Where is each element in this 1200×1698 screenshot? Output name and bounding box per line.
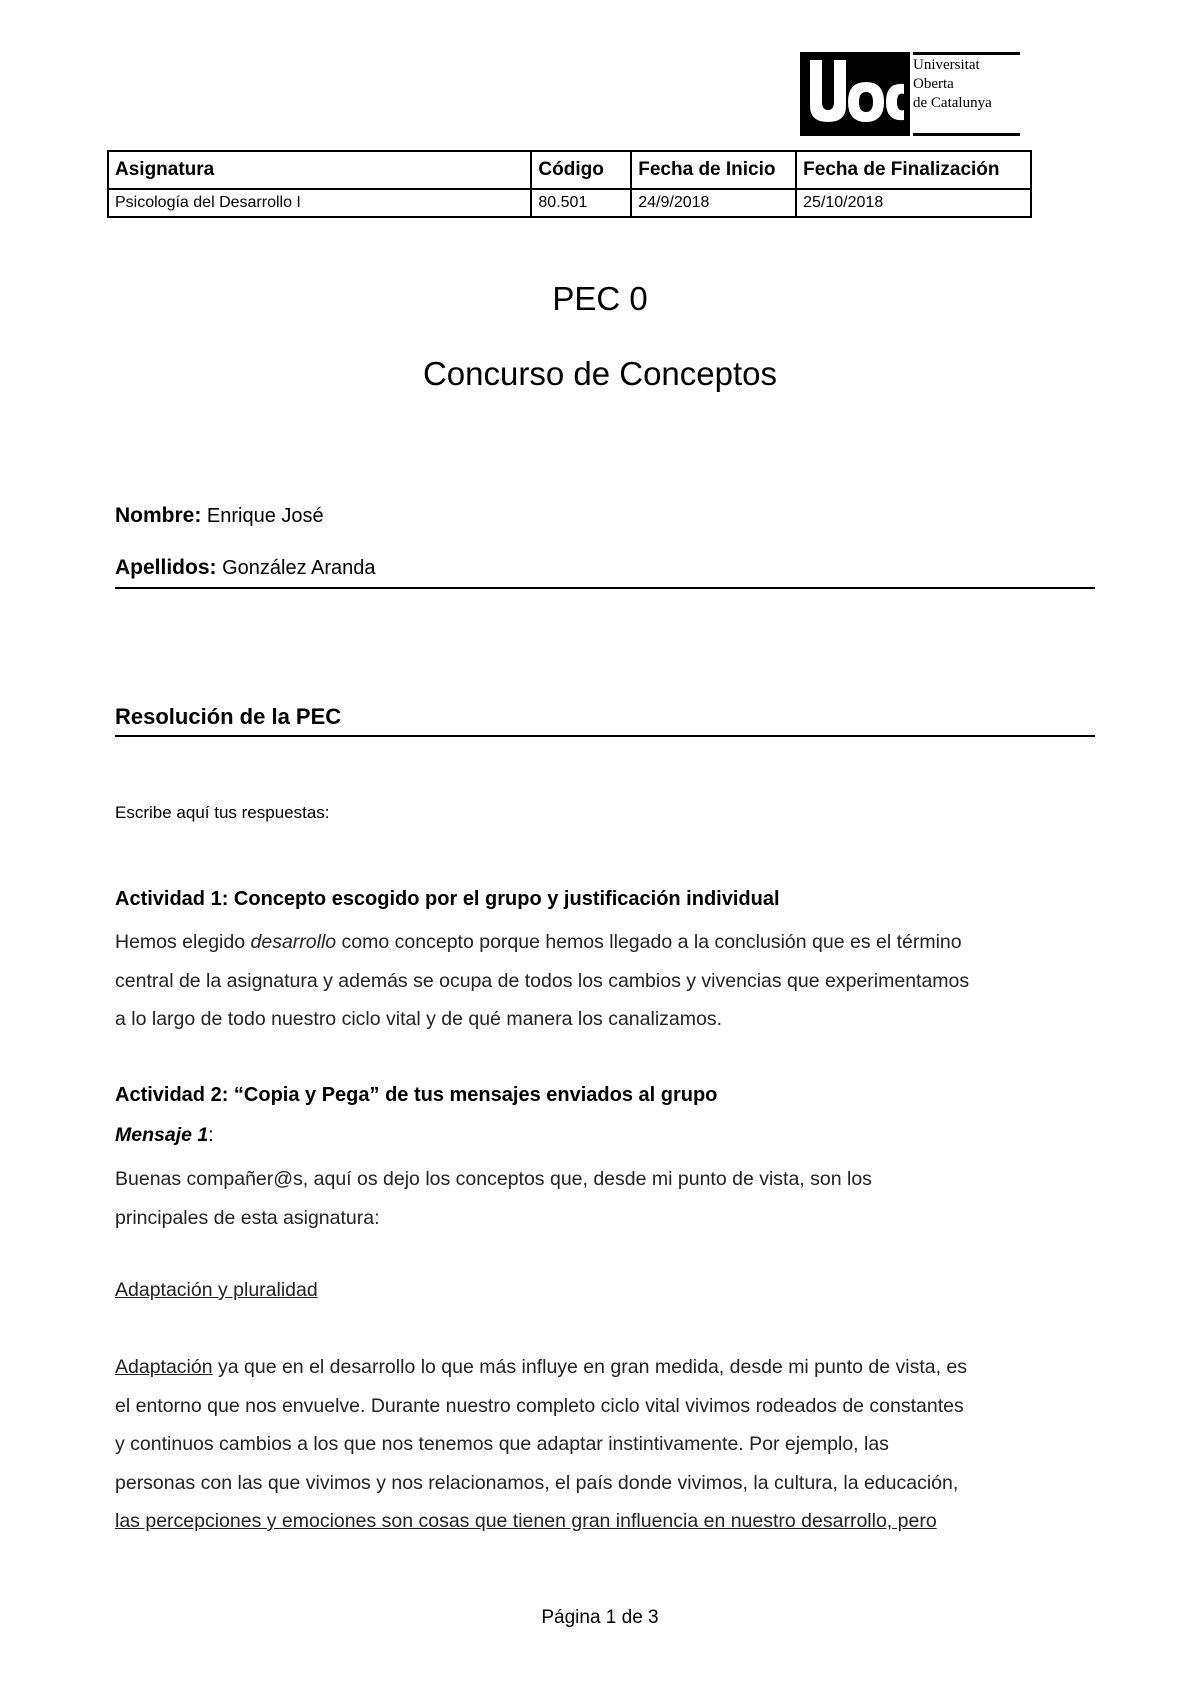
page-subtitle: Concurso de Conceptos	[422, 355, 778, 392]
message-intro-line: Buenas compañer@s, aquí os dejo los conceptos que, desde mi punto de vista, son los	[115, 1168, 872, 1190]
header-fecha-finalizacion: Fecha de Finalización	[796, 151, 1031, 189]
activity1-line	[115, 923, 1100, 962]
subtopic-heading: Adaptación y pluralidad	[115, 1279, 318, 1301]
message-intro-line: principales de esta asignatura:	[115, 1206, 380, 1229]
table-row	[108, 189, 1031, 217]
logo-line-catalunya: de Catalunya	[913, 95, 992, 111]
adaptation-line: el entorno que nos envuelve. Durante nuestro completo ciclo vital vivimos rodeados de constantes	[115, 1394, 964, 1417]
course-info-table	[107, 150, 1032, 218]
apellidos-label: Apellidos:	[115, 556, 217, 579]
logo-bottom-rule	[913, 133, 1020, 136]
header-codigo: Código	[531, 151, 631, 189]
table-header-row	[108, 151, 1031, 189]
adaptation-line: las percepciones y emociones son cosas que tienen gran influencia en nuestro desarrollo, pero	[115, 1510, 937, 1532]
section-heading: Resolución de la PEC	[115, 704, 342, 729]
cell-asignatura: Psicología del Desarrollo I	[108, 189, 531, 217]
activity1-heading: Actividad 1: Concepto escogido por el grupo y justificación individual	[115, 888, 780, 910]
message-intro	[115, 1160, 1100, 1237]
answers-prompt: Escribe aquí tus respuestas:	[115, 803, 330, 822]
adaptation-line	[115, 1348, 1100, 1387]
logo-line-universitat: Universitat	[913, 57, 980, 73]
nombre-label: Nombre:	[115, 504, 202, 527]
logo-line-oberta: Oberta	[913, 76, 954, 92]
activity1-emphasis: desarrollo	[250, 931, 337, 953]
divider-after-section	[115, 735, 1095, 737]
page-number: Página 1 de 3	[541, 1607, 659, 1628]
uoc-logo	[800, 52, 1020, 136]
adaptation-paragraph	[115, 1348, 1100, 1541]
nombre-value: Enrique José	[206, 505, 324, 527]
adaptation-term: Adaptación	[115, 1356, 213, 1378]
activity1-text: Hemos elegido	[115, 931, 251, 953]
activity1-line: central de la asignatura y además se ocupa de todos los cambios y vivencias que experimentamos	[115, 969, 970, 992]
activity2-heading: Actividad 2: “Copia y Pega” de tus mensajes enviados al grupo	[115, 1084, 718, 1106]
divider-after-name	[115, 587, 1095, 589]
adaptation-text: ya que en el desarrollo lo que más influye en gran medida, desde mi punto de vista, es	[212, 1356, 968, 1378]
cell-codigo: 80.501	[531, 189, 631, 217]
message-label	[115, 1124, 214, 1147]
logo-wordmark	[913, 56, 1019, 113]
header-asignatura: Asignatura	[108, 151, 531, 189]
logo-top-rule	[913, 52, 1020, 55]
message-label-colon: :	[208, 1124, 214, 1146]
activity1-body	[115, 923, 1100, 1039]
header-fecha-inicio: Fecha de Inicio	[631, 151, 796, 189]
activity1-line: a lo largo de todo nuestro ciclo vital y de qué manera los canalizamos.	[115, 1008, 723, 1030]
uoc-logo-mark-icon	[800, 52, 910, 136]
page-title: PEC 0	[552, 280, 648, 317]
message-label-text: Mensaje 1	[115, 1124, 209, 1146]
nombre-field	[115, 502, 324, 530]
cell-fecha-finalizacion: 25/10/2018	[796, 189, 1031, 217]
apellidos-value: González Aranda	[222, 557, 376, 579]
apellidos-field	[115, 554, 376, 582]
adaptation-line: personas con las que vivimos y nos relacionamos, el país donde vivimos, la cultura, la educación,	[115, 1471, 959, 1494]
activity1-text: como concepto porque hemos llegado a la conclusión que es el término	[336, 931, 962, 953]
adaptation-line: y continuos cambios a los que nos tenemos que adaptar instintivamente. Por ejemplo, las	[115, 1433, 889, 1455]
cell-fecha-inicio: 24/9/2018	[631, 189, 796, 217]
